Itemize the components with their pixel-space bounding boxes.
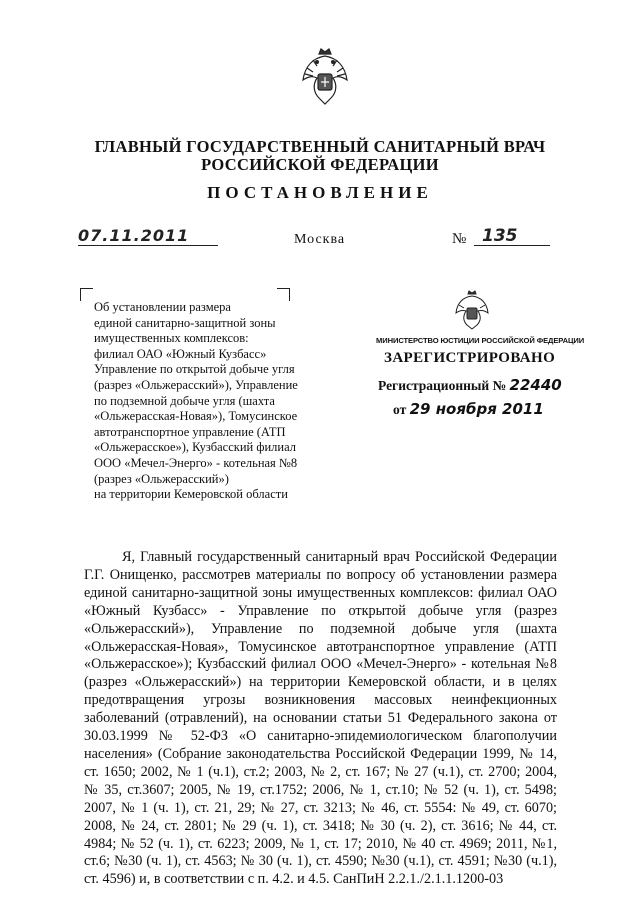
body-line: 30.03.1999 № 52-ФЗ «О санитарно-эпидемиологическом благополучии	[84, 728, 557, 745]
body-line: 4984; № 52 (ч. 1), ст. 6223; 2009, № 1, ст. 17; 2010, № 40 ст. 4969; 2011, №1,	[84, 835, 557, 852]
handwritten-date: 07.11.2011	[78, 226, 190, 245]
stamp-ministry: МИНИСТЕРСТВО ЮСТИЦИИ РОССИЙСКОЙ ФЕДЕРАЦИИ	[376, 336, 585, 345]
stamp-coat-of-arms-icon	[453, 289, 491, 331]
body-line: предотвращения угрозы возникновения массовых неинфекционных	[84, 692, 557, 709]
issuer-title-country: РОССИЙСКОЙ ФЕДЕРАЦИИ	[201, 155, 439, 174]
body-line: населения» (Собрание законодательства Российской Федерации 1999, № 14,	[84, 745, 557, 762]
subject-block	[94, 300, 314, 503]
subject-line: имущественных комплексов:	[94, 331, 249, 346]
subject-line: автотранспортное управление (АТП	[94, 424, 286, 439]
body-line: (разрез «Ольжерасский») на территории Кемеровской области, и в целях	[84, 674, 557, 691]
body-line: Г.Г. Онищенко, рассмотрев материалы по вопросу об установлении размера	[84, 566, 557, 583]
subject-line: Управление по открытой добыче угля	[94, 362, 295, 377]
date-underline	[78, 245, 218, 246]
subject-line: филиал ОАО «Южный Кузбасс»	[94, 346, 267, 361]
stamp-date-row	[393, 400, 544, 418]
body-line: «Ольжерасское»); Кузбасский филиал ООО «Мечел-Энерго» - котельная №8	[84, 656, 557, 673]
stamp-reg-number: 22440	[509, 376, 562, 394]
handwritten-number: 135	[482, 226, 518, 246]
body-line: Я, Главный государственный санитарный врач Российской Федерации	[122, 549, 557, 565]
subject-line: по подземной добыче угля (шахта	[94, 393, 275, 408]
subject-line: (разрез «Ольжерасский»)	[94, 471, 229, 486]
body-line: № 35, ст.3607; 2005, № 19, ст.1752; 2006, № 1, ст.10; № 52 (ч. 1), ст. 5498;	[84, 781, 557, 798]
document-type: ПОСТАНОВЛЕНИЕ	[207, 183, 433, 202]
stamp-registration-row	[378, 376, 562, 394]
stamp-reg-label: Регистрационный №	[378, 378, 507, 393]
subject-bracket-left	[80, 288, 93, 301]
stamp-date: 29 ноября 2011	[409, 400, 544, 418]
issuer-title: ГЛАВНЫЙ ГОСУДАРСТВЕННЫЙ САНИТАРНЫЙ ВРАЧ	[94, 137, 546, 156]
body-line: заболеваний (отравлений), на основании статьи 51 Федерального закона от	[84, 710, 557, 727]
subject-line: ООО «Мечел-Энерго» - котельная №8	[94, 455, 298, 470]
subject-line: Об установлении размера	[94, 300, 231, 314]
body-line: 2007, № 1 (ч. 1), ст. 21, 29; № 27, ст. 3213; № 46, ст. 5554: № 49, ст. 6070;	[84, 799, 557, 816]
body-line: единой санитарно-защитной зоны имущественных комплексов: филиал ОАО	[84, 584, 557, 601]
body-line: ст. 1650; 2002, № 1 (ч.1), ст.2; 2003, № 2, ст. 167; № 27 (ч.1), ст. 2700; 2004,	[84, 763, 557, 780]
subject-line: единой санитарно-защитной зоны	[94, 315, 276, 330]
subject-line: (разрез «Ольжерасский»), Управление	[94, 377, 298, 392]
body-line: ст.6; №30 (ч. 1), ст. 4563; № 30 (ч. 1), ст. 4590; №30 (ч.1), ст. 4591; №30 (ч.1),	[84, 853, 557, 870]
subject-line: на территории Кемеровской области	[94, 487, 288, 502]
body-line: ст. 4596) и, в соответствии с п. 4.2. и 4.5. СанПиН 2.2.1./2.1.1.1200-03	[84, 871, 504, 888]
city: Москва	[294, 232, 346, 247]
subject-line: «Ольжерасское»), Кузбасский филиал	[94, 440, 296, 455]
subject-line: «Ольжерасская-Новая»), Томусинское	[94, 409, 298, 424]
russian-coat-of-arms-icon	[299, 46, 351, 108]
number-underline	[474, 245, 550, 246]
body-line: «Ольжерасская-Новая», Томусинское автотранспортное управление (АТП	[84, 638, 557, 655]
stamp-date-prefix: от	[393, 402, 407, 417]
body-line: «Южный Кузбасс» - Управление по открытой добыче угля (разрез	[84, 602, 557, 619]
stamp-registered: ЗАРЕГИСТРИРОВАНО	[384, 350, 556, 366]
body-text	[84, 549, 557, 889]
number-sign: №	[452, 231, 467, 247]
body-line: «Ольжерасский»), Управление по подземной добыче угля (шахта	[84, 620, 557, 637]
body-line: 2008, № 24, ст. 2801; № 29 (ч. 1), ст. 3418; № 30 (ч. 2), ст. 3616; № 44, ст.	[84, 817, 557, 834]
